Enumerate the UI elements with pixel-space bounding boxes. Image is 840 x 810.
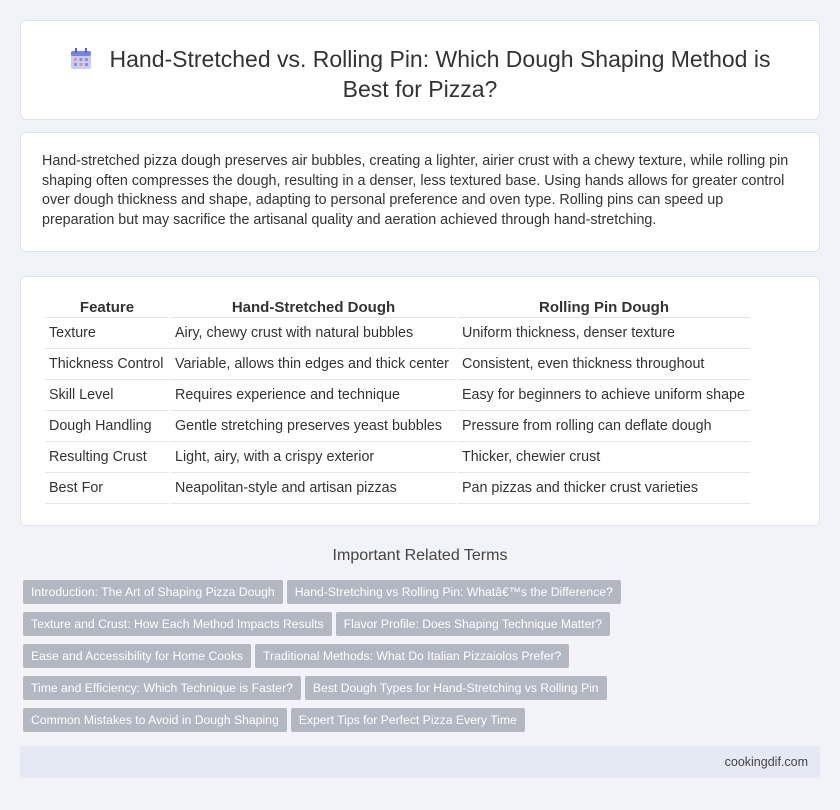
tag-row xyxy=(23,676,623,708)
comparison-table xyxy=(43,298,752,504)
tag-row xyxy=(23,644,623,676)
related-term-link[interactable]: Flavor Profile: Does Shaping Technique Matter? xyxy=(336,612,611,636)
related-term-link[interactable]: Ease and Accessibility for Home Cooks xyxy=(23,644,251,668)
related-term-link[interactable]: Common Mistakes to Avoid in Dough Shaping xyxy=(23,708,287,732)
tag-row xyxy=(23,612,623,644)
table-cell: Variable, allows thin edges and thick center xyxy=(171,349,456,380)
related-term-link[interactable]: Best Dough Types for Hand-Stretching vs Rolling Pin xyxy=(305,676,607,700)
table-row xyxy=(45,349,750,380)
table-cell: Best For xyxy=(45,473,169,504)
comparison-card xyxy=(20,276,820,526)
table-cell: Light, airy, with a crispy exterior xyxy=(171,442,456,473)
table-cell: Thickness Control xyxy=(45,349,169,380)
footer-site-link[interactable]: cookingdif.com xyxy=(724,755,808,769)
table-cell: Uniform thickness, denser texture xyxy=(458,318,750,349)
related-terms-list xyxy=(23,580,623,740)
tag-row xyxy=(23,580,623,612)
table-cell: Dough Handling xyxy=(45,411,169,442)
related-term-link[interactable]: Hand-Stretching vs Rolling Pin: Whatâ€™s the Difference? xyxy=(287,580,621,604)
table-cell: Skill Level xyxy=(45,380,169,411)
related-term-link[interactable]: Texture and Crust: How Each Method Impacts Results xyxy=(23,612,332,636)
table-row xyxy=(45,411,750,442)
table-row xyxy=(45,380,750,411)
table-cell: Neapolitan-style and artisan pizzas xyxy=(171,473,456,504)
title-row xyxy=(21,44,819,104)
table-cell: Texture xyxy=(45,318,169,349)
related-term-link[interactable]: Expert Tips for Perfect Pizza Every Time xyxy=(291,708,525,732)
table-cell: Gentle stretching preserves yeast bubbles xyxy=(171,411,456,442)
intro-card xyxy=(20,132,820,252)
table-cell: Easy for beginners to achieve uniform shape xyxy=(458,380,750,411)
intro-paragraph: Hand-stretched pizza dough preserves air bubbles, creating a lighter, airier crust with a chewy texture, while rolling pin shaping often compresses the dough, resulting in a denser, less textured base. Using hands allows for greater control over dough thickness and shape, adapting to personal preference and oven type. Rolling pins can speed up preparation but may sacrifice the artisanal quality and aeration achieved through hand-stretching. xyxy=(42,153,789,228)
calendar-icon xyxy=(70,47,92,69)
table-cell: Pan pizzas and thicker crust varieties xyxy=(458,473,750,504)
table-row xyxy=(45,442,750,473)
header-feature: Feature xyxy=(45,298,169,318)
related-term-link[interactable]: Time and Efficiency: Which Technique is Faster? xyxy=(23,676,301,700)
table-header-row xyxy=(45,298,750,318)
related-term-link[interactable]: Introduction: The Art of Shaping Pizza Dough xyxy=(23,580,283,604)
table-cell: Requires experience and technique xyxy=(171,380,456,411)
footer xyxy=(20,746,820,778)
table-cell: Consistent, even thickness throughout xyxy=(458,349,750,380)
related-terms-title: Important Related Terms xyxy=(332,547,508,564)
table-cell: Pressure from rolling can deflate dough xyxy=(458,411,750,442)
related-term-link[interactable]: Traditional Methods: What Do Italian Pizzaiolos Prefer? xyxy=(255,644,569,668)
header-card xyxy=(20,20,820,120)
table-cell: Thicker, chewier crust xyxy=(458,442,750,473)
table-cell: Airy, chewy crust with natural bubbles xyxy=(171,318,456,349)
table-row xyxy=(45,318,750,349)
tag-row xyxy=(23,708,623,740)
page-title: Hand-Stretched vs. Rolling Pin: Which Dough Shaping Method is Best for Pizza? xyxy=(109,46,771,102)
header-rolling-pin: Rolling Pin Dough xyxy=(458,298,750,318)
header-hand-stretched: Hand-Stretched Dough xyxy=(171,298,456,318)
table-cell: Resulting Crust xyxy=(45,442,169,473)
table-row xyxy=(45,473,750,504)
